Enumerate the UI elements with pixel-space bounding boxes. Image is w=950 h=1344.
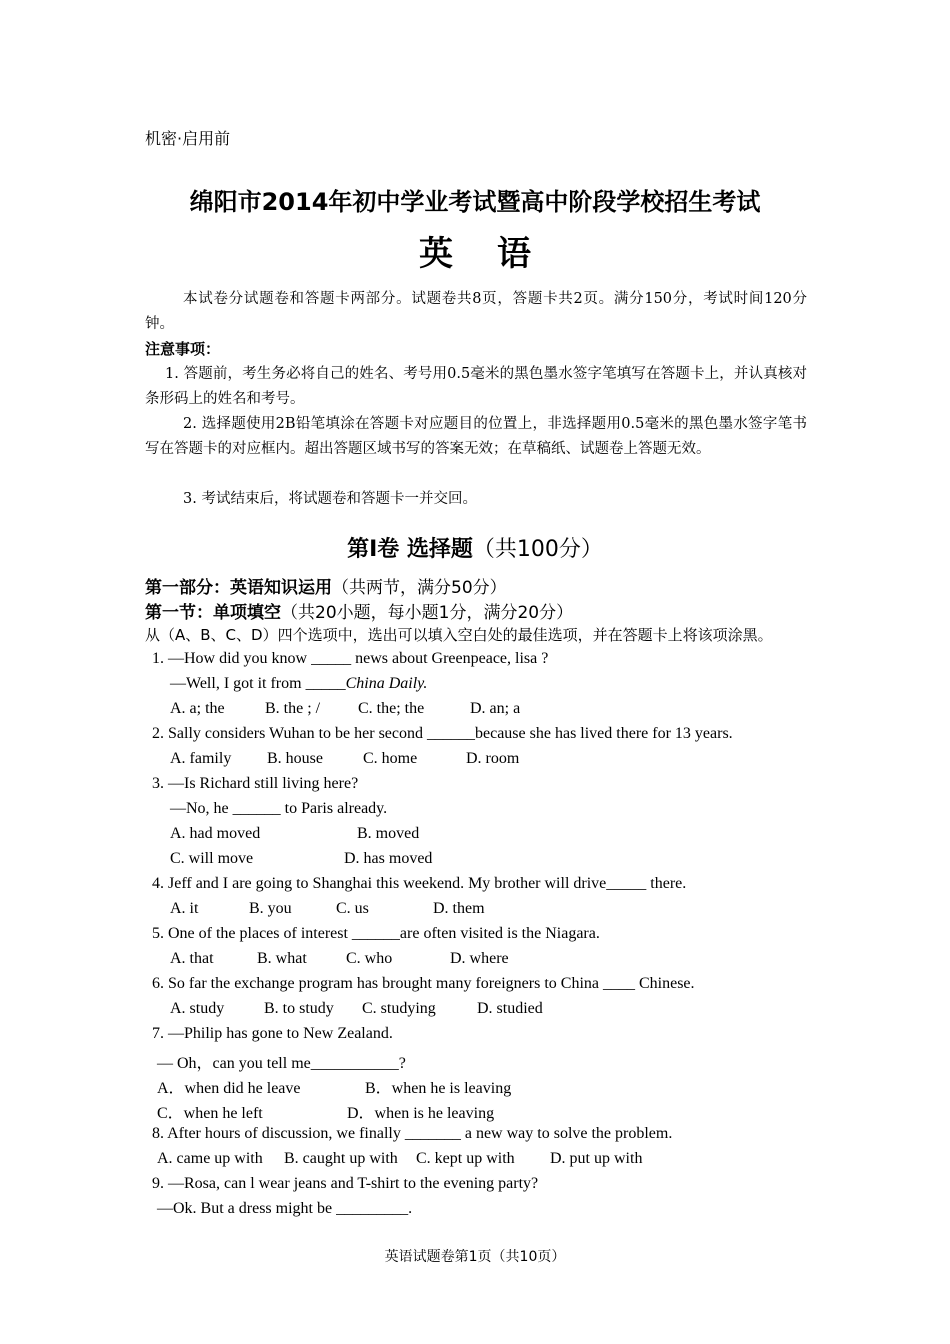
section-note: （共20小题，每小题1分，满分20分）: [281, 603, 574, 623]
note-item: 2. 选择题使用2B铅笔填涂在答题卡对应题目的位置上，非选择题用0.5毫米的黑色墨水签字笔书写在答题卡的对应框内。超出答题区域书写的答案无效；在草稿纸、试题卷上答题无效。: [145, 416, 807, 457]
part-title: 第一部分：英语知识运用: [145, 578, 332, 598]
instruction-text: 从（A、B、C、D）四个选项中，选出可以填入空白处的最佳选项，并在答题卡上将该项涂黑。: [145, 626, 773, 644]
option-b: B. to study: [264, 1000, 334, 1017]
option-b: B．when he is leaving: [365, 1080, 512, 1097]
volume-heading: [0, 532, 950, 563]
option-a: A. it: [170, 900, 199, 917]
exam-title: 绵阳市2014年初中学业考试暨高中阶段学校招生考试: [189, 188, 761, 216]
option-c: C. the; the: [358, 700, 425, 717]
question-reply: —No, he ______ to Paris already.: [170, 800, 388, 817]
note-item: 3. 考试结束后，将试题卷和答题卡一并交回。: [183, 491, 477, 507]
option-d: D. has moved: [344, 850, 433, 867]
option-d: D. studied: [477, 1000, 543, 1017]
option-a: A. a; the: [170, 700, 225, 717]
option-b: B. the ; /: [265, 700, 321, 717]
option-c: C．when he left: [157, 1105, 263, 1122]
question-stem: 1. —How did you know _____ news about Greenpeace, lisa ?: [152, 650, 549, 667]
option-c: C. studying: [362, 1000, 436, 1017]
question-stem: 3. —Is Richard still living here?: [152, 775, 359, 792]
volume-score: （共100分）: [472, 537, 603, 562]
intro-paragraph: 本试卷分试题卷和答题卡两部分。试题卷共8页，答题卡共2页。满分150分，考试时间120分钟。: [145, 291, 807, 332]
question-reply: —Ok. But a dress might be _________.: [157, 1200, 413, 1217]
confidential-label: 机密·启用前: [145, 129, 231, 148]
part-heading: [145, 573, 507, 598]
option-a: A. family: [170, 750, 232, 767]
newspaper-title: China Daily.: [345, 675, 428, 692]
section-title: 第一节：单项填空: [145, 603, 281, 623]
question-stem: 5. One of the places of interest ______are often visited is the Niagara.: [152, 925, 600, 942]
note-item: 1. 答题前，考生务必将自己的姓名、考号用0.5毫米的黑色墨水签字笔填写在答题卡上，并认真核对条形码上的姓名和考号。: [145, 366, 807, 407]
page-footer: 英语试题卷第1页（共10页）: [384, 1249, 566, 1265]
question-stem: 4. Jeff and I are going to Shanghai this weekend. My brother will drive_____ there.: [152, 875, 687, 892]
option-c: C. who: [346, 950, 393, 967]
option-b: B. you: [249, 900, 292, 917]
option-c: C. us: [336, 900, 369, 917]
question-stem: 8. After hours of discussion, we finally _______ a new way to solve the problem.: [152, 1125, 673, 1142]
option-c: C. kept up with: [416, 1150, 515, 1167]
option-d: D. an; a: [470, 700, 521, 717]
option-d: D. where: [450, 950, 509, 967]
notes-heading: 注意事项：: [145, 340, 221, 358]
option-a: A. that: [170, 950, 214, 967]
option-b: B. moved: [357, 825, 420, 842]
option-a: A．when did he leave: [157, 1080, 301, 1097]
reply-text: —Well, I got it from _____: [170, 675, 346, 692]
section-heading: [145, 598, 573, 623]
subject-title: 英语: [419, 234, 575, 274]
question-stem: 7. —Philip has gone to New Zealand.: [152, 1025, 393, 1042]
part-note: （共两节，满分50分）: [332, 578, 507, 598]
option-d: D. them: [433, 900, 485, 917]
question-reply: — Oh，can you tell me___________?: [157, 1055, 406, 1072]
question-stem: 9. —Rosa, can l wear jeans and T-shirt to the evening party?: [152, 1175, 539, 1192]
question-stem: 2. Sally considers Wuhan to be her second ______because she has lived there for 13 years.: [152, 725, 733, 742]
option-a: A. came up with: [157, 1150, 263, 1167]
volume-title: 第I卷 选择题: [347, 537, 473, 562]
option-d: D. room: [466, 750, 520, 767]
option-b: B. what: [257, 950, 307, 967]
question-stem: 6. So far the exchange program has brought many foreigners to China ____ Chinese.: [152, 975, 695, 992]
option-c: C. home: [363, 750, 418, 767]
option-d: D. put up with: [550, 1150, 643, 1167]
option-a: A. had moved: [170, 825, 261, 842]
option-b: B. house: [267, 750, 323, 767]
option-b: B. caught up with: [284, 1150, 398, 1167]
option-c: C. will move: [170, 850, 254, 867]
option-a: A. study: [170, 1000, 225, 1017]
question-reply: [170, 675, 427, 693]
option-d: D．when is he leaving: [347, 1105, 495, 1122]
